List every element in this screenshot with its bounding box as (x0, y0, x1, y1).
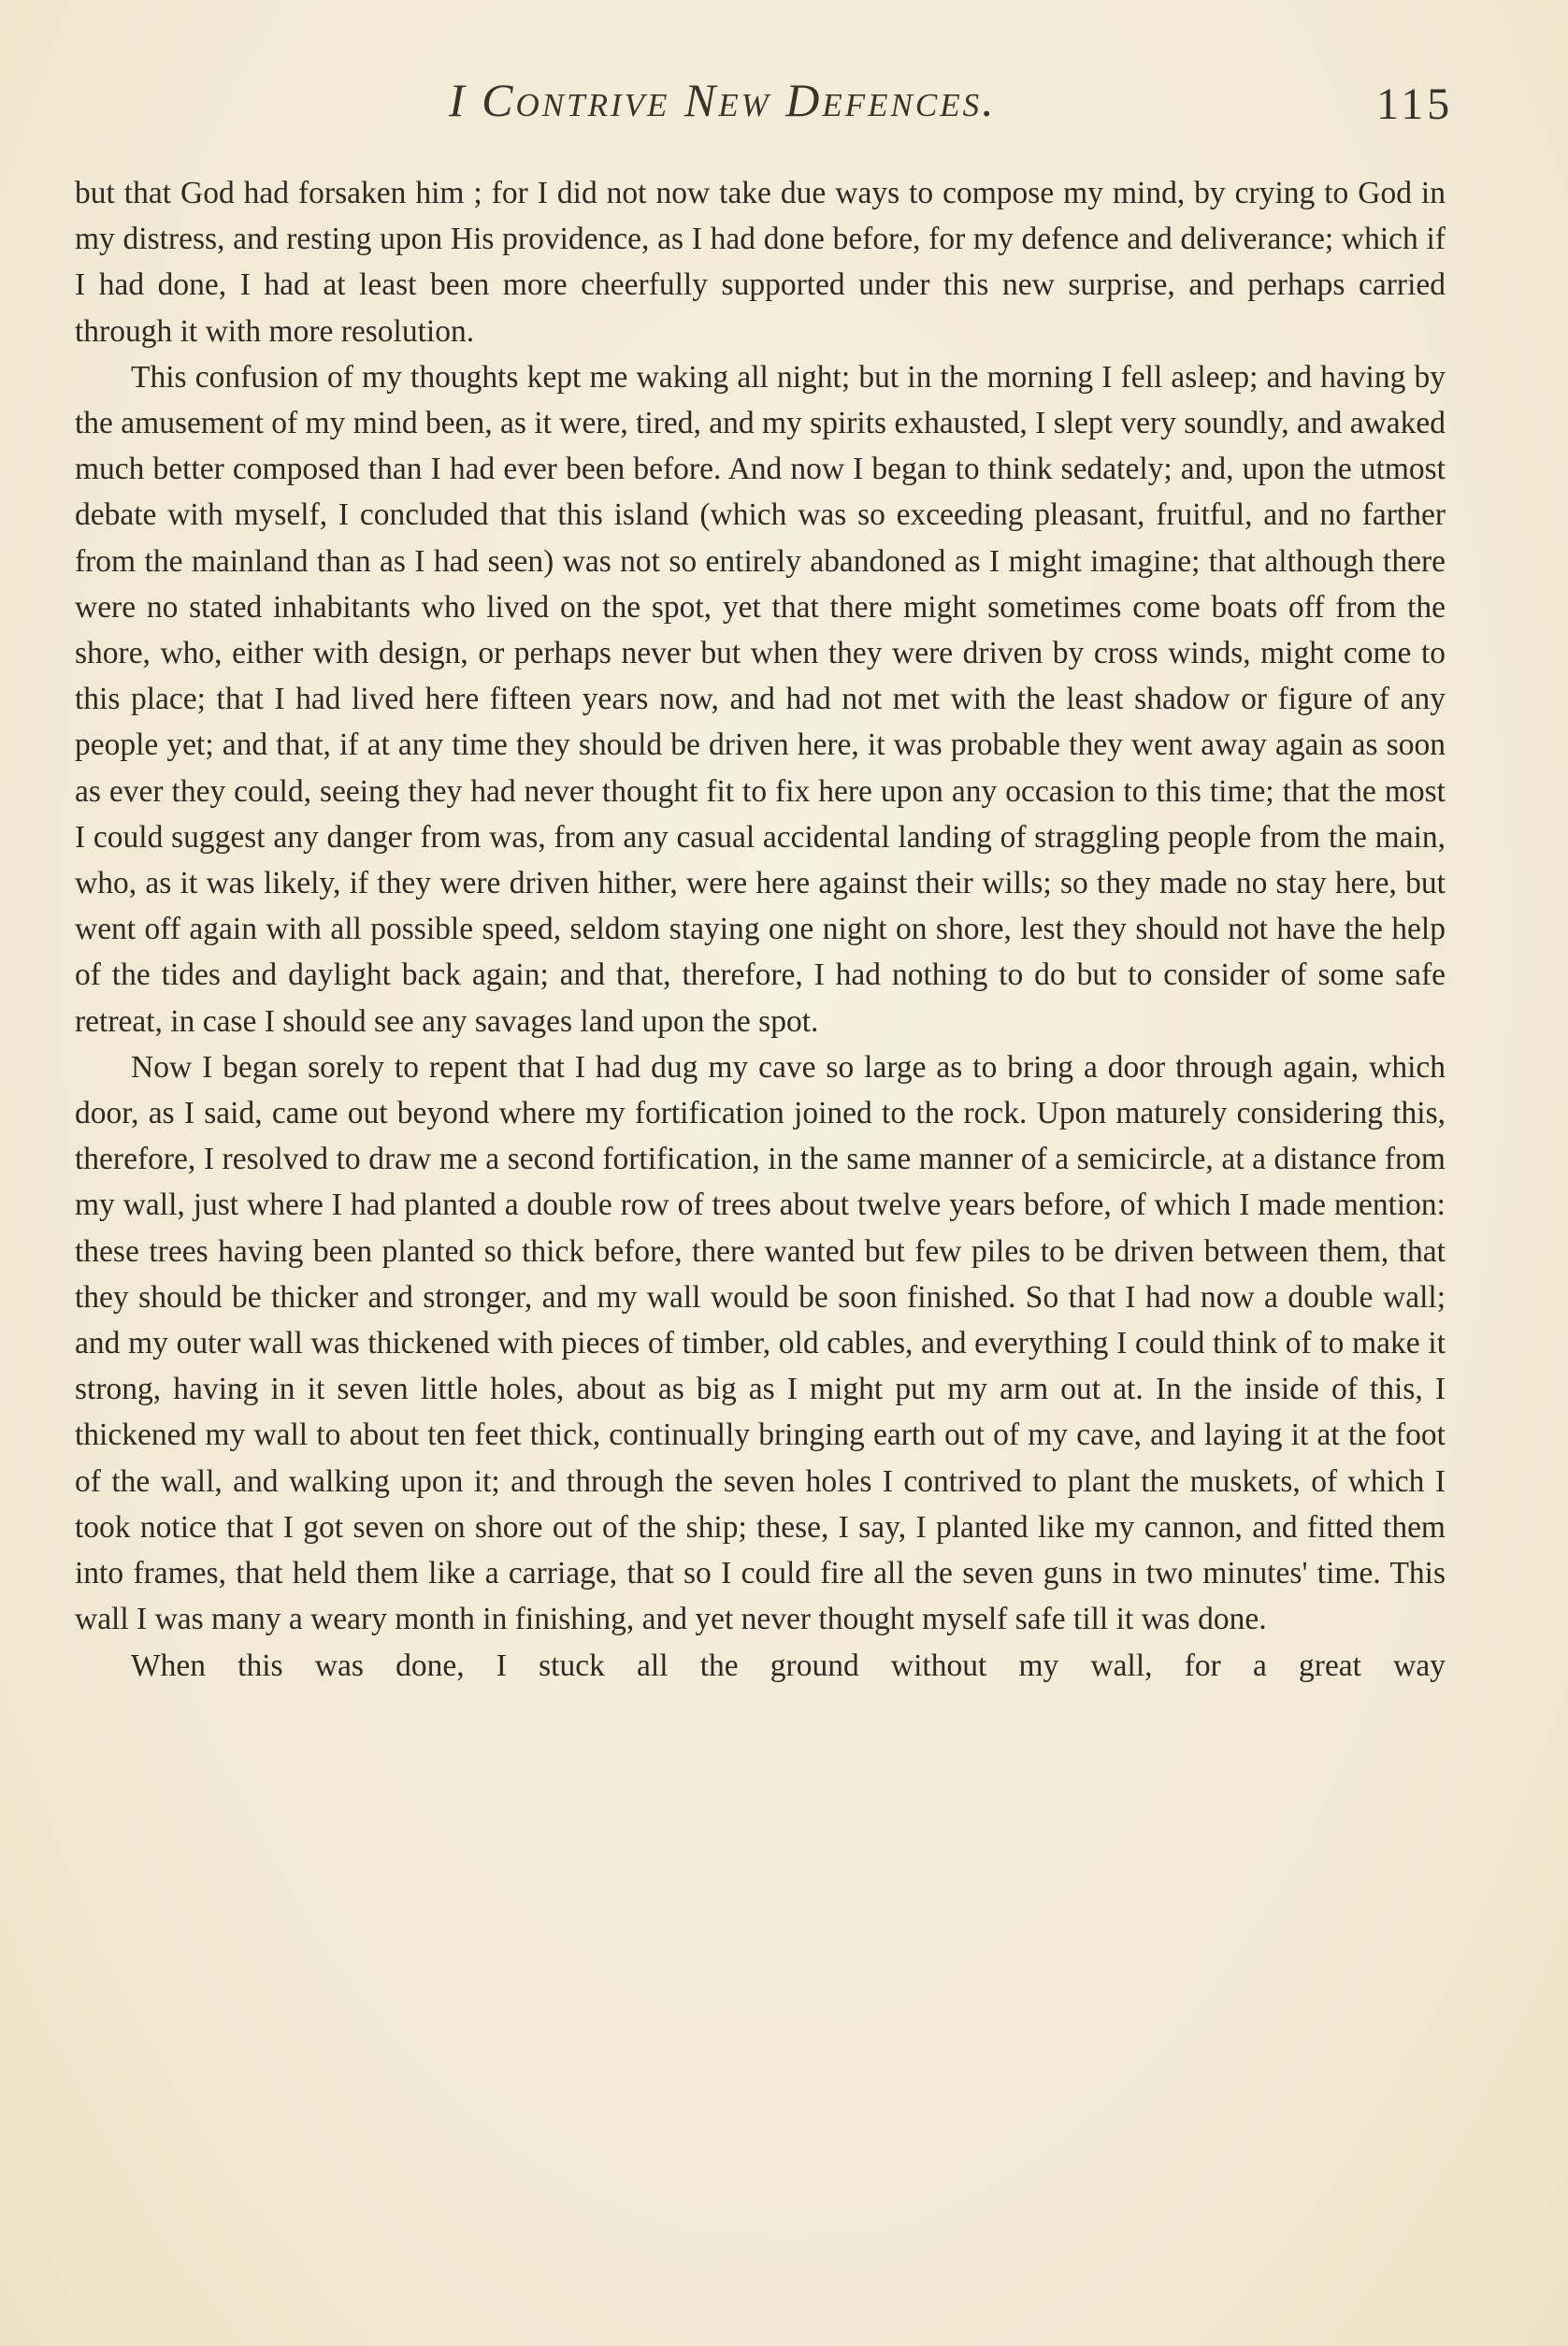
body-text (75, 170, 1446, 1689)
page-number: 115 (1376, 79, 1454, 129)
paragraph-last: When this was done, I stuck all the ground without my wall, for a great way (131, 1648, 1446, 1683)
paragraph-continued: but that God had forsaken him ; for I did not now take due ways to compose my mind, by crying to God in my distress, and resting upon His providence, as I had done before, for my defence and deliverance; which if I had done, I had at least been more cheerfully supported under this new surprise, and perhaps carried through it with more resolution. (75, 176, 1446, 349)
running-head-title: I Contrive New Defences. (449, 74, 997, 126)
paragraph: Now I began sorely to repent that I had dug my cave so large as to bring a door through again, which door, as I said, came out beyond where my fortification joined to the rock. Upon maturely considering this, therefore, I resolved to draw me a second fortification, in the same manner of a semicircle, at a distance from my wall, just where I had planted a double row of trees about twelve years before, of which I made mention: these trees having been planted so thick before, there wanted but few piles to be driven between them, that they should be thicker and stronger, and my wall would be soon finished. So that I had now a double wall; and my outer wall was thickened with pieces of timber, old cables, and everything I could think of to make it strong, having in it seven little holes, about as big as I might put my arm out at. In the inside of this, I thickened my wall to about ten feet thick, continually bringing earth out of my cave, and laying it at the foot of the wall, and walking upon it; and through the seven holes I contrived to plant the muskets, of which I took notice that I got seven on shore out of the ship; these, I say, I planted like my cannon, and fitted them into frames, that held them like a carriage, that so I could fire all the seven guns in two minutes' time. This wall I was many a weary month in finishing, and yet never thought myself safe till it was done. (75, 1049, 1446, 1637)
paragraph: This confusion of my thoughts kept me waking all night; but in the morning I fell asleep; and having by the amusement of my mind been, as it were, tired, and my spirits exhausted, I slept very soundly, and awaked much better composed than I had ever been before. And now I began to think sedately; and, upon the utmost debate with myself, I concluded that this island (which was so exceeding pleasant, fruitful, and no farther from the mainland than as I had seen) was not so entirely abandoned as I might imagine; that although there were no stated inhabitants who lived on the spot, yet that there might sometimes come boats off from the shore, who, either with design, or perhaps never but when they were driven by cross winds, might come to this place; that I had lived here fifteen years now, and had not met with the least shadow or figure of any people yet; and that, if at any time they should be driven here, it was probable they went away again as soon as ever they could, seeing they had never thought fit to fix here upon any occasion to this time; that the most I could suggest any danger from was, from any casual accidental landing of straggling people from the main, who, as it was likely, if they were driven hither, were here against their wills; so they made no stay here, but went off again with all possible speed, seldom staying one night on shore, lest they should not have the help of the tides and daylight back again; and that, therefore, I had nothing to do but to consider of some safe retreat, in case I should see any savages land upon the spot. (75, 359, 1446, 1039)
